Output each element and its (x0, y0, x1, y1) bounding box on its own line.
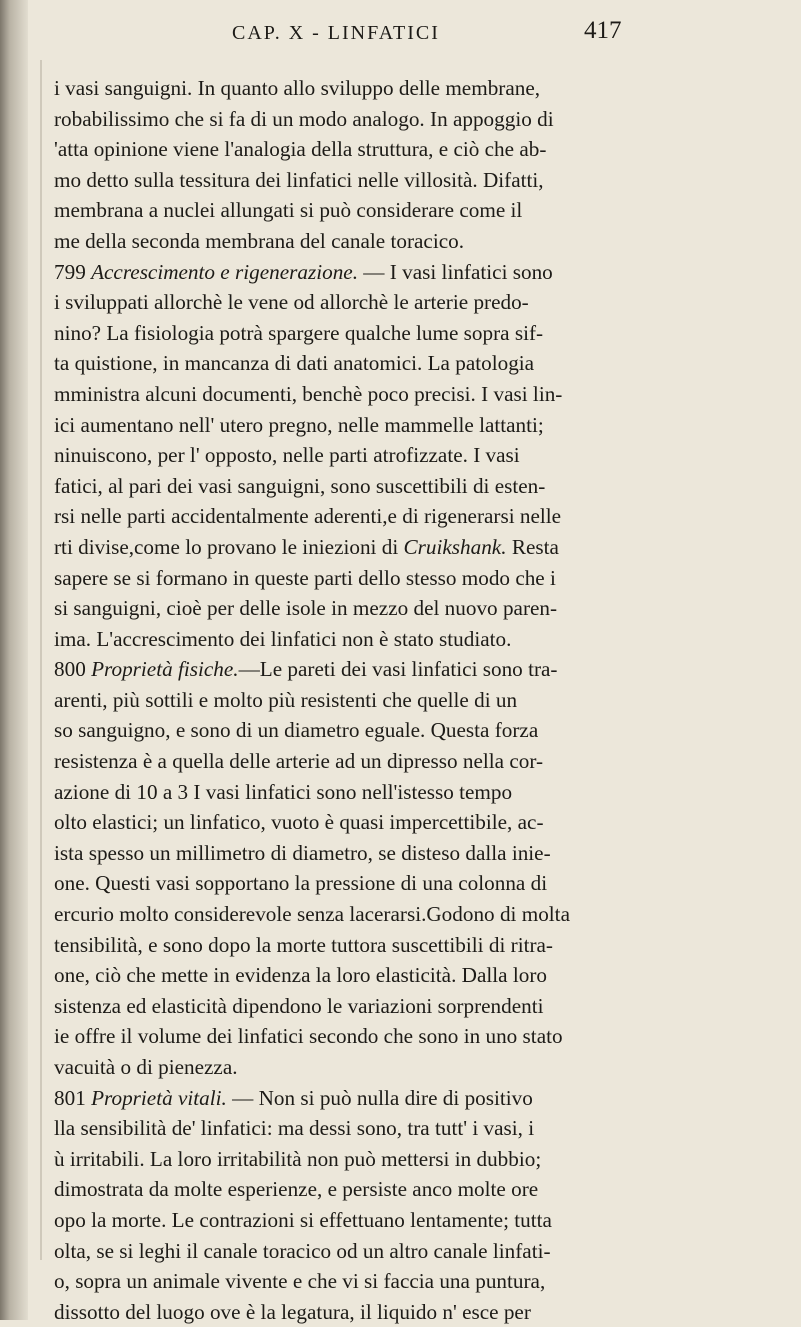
paragraph-heading-line (54, 654, 744, 685)
text-line: ta quistione, in mancanza di dati anatomici. La patologia (54, 351, 535, 376)
text-line: olta, se si leghi il canale toracico od un altro canale linfati- (54, 1238, 551, 1263)
text-run: —Le pareti dei vasi linfatici sono tra- (238, 657, 558, 682)
paragraph-798 (54, 73, 744, 257)
text-line: ie offre il volume dei linfatici secondo che sono in uno stato (54, 1024, 563, 1049)
text-line: ista spesso un millimetro di diametro, se disteso dalla inie- (54, 840, 551, 865)
section-number: 799 (54, 259, 86, 284)
paragraph-heading-line (54, 257, 744, 288)
text-line: mministra alcuni documenti, benchè poco precisi. I vasi lin- (54, 381, 563, 406)
text-line: sapere se si formano in queste parti dello stesso modo che i (54, 565, 556, 590)
text-line: one. Questi vasi sopportano la pressione di una colonna di (54, 871, 548, 896)
text-line: i vasi sanguigni. In quanto allo sviluppo delle membrane, (54, 76, 541, 100)
text-line: i sviluppati allorchè le vene od allorchè le arterie predo- (54, 290, 529, 315)
text-line: one, ciò che mette in evidenza la loro elasticità. Dalla loro (54, 963, 547, 988)
page-number: 417 (584, 17, 622, 44)
paragraph-799 (54, 257, 744, 655)
page-header (0, 12, 801, 52)
section-number: 800 (54, 657, 86, 682)
text-run: — Non si può nulla dire di positivo (226, 1085, 533, 1110)
text-line: resistenza è a quella delle arterie ad un dipresso nella cor- (54, 749, 544, 774)
running-head: CAP. X - LINFATICI (232, 22, 440, 44)
text-line: sistenza ed elasticità dipendono le variazioni sorprendenti (54, 993, 544, 1018)
text-run: Resta (506, 534, 559, 559)
text-line: 'atta opinione viene l'analogia della struttura, e ciò che ab- (54, 137, 547, 162)
body-text (54, 73, 744, 1327)
text-line: robabilissimo che si fa di un modo analogo. In appoggio di (54, 106, 554, 131)
text-line: mo detto sulla tessitura dei linfatici nelle villosità. Difatti, (54, 167, 544, 192)
text-line: so sanguigno, e sono di un diametro eguale. Questa forza (54, 718, 539, 743)
text-line: lla sensibilità de' linfatici: ma dessi sono, tra tutt' i vasi, i (54, 1116, 535, 1141)
text-line: olto elastici; un linfatico, vuoto è quasi impercettibile, ac- (54, 810, 544, 835)
text-line: dissotto del luogo ove è la legatura, il liquido n' esce per (54, 1299, 531, 1324)
text-run: — I vasi linfatici sono (358, 259, 553, 284)
text-line: si sanguigni, cioè per delle isole in mezzo del nuovo paren- (54, 596, 558, 621)
text-line: rsi nelle parti accidentalmente aderenti,e di rigenerarsi nelle (54, 504, 562, 529)
text-line: ercurio molto considerevole senza lacerarsi.Godono di molta (54, 902, 570, 927)
text-line: nino? La fisiologia potrà spargere qualche lume sopra sif- (54, 320, 544, 345)
text-line: vacuità o di pienezza. (54, 1055, 238, 1079)
text-line: opo la morte. Le contrazioni si effettuano lentamente; tutta (54, 1207, 552, 1232)
section-title: Proprietà fisiche. (91, 657, 239, 682)
section-title: Proprietà vitali. (91, 1085, 227, 1110)
text-line: arenti, più sottili e molto più resistenti che quelle di un (54, 687, 518, 712)
text-line: ici aumentano nell' utero pregno, nelle mammelle lattanti; (54, 412, 544, 437)
text-line: o, sopra un animale vivente e che vi si faccia una puntura, (54, 1269, 546, 1294)
section-number: 801 (54, 1085, 86, 1110)
text-line (54, 532, 744, 563)
text-line: me della seconda membrana del canale toracico. (54, 228, 465, 253)
text-line: tensibilità, e sono dopo la morte tuttora suscettibili di ritra- (54, 932, 553, 957)
text-line: ninuiscono, per l' opposto, nelle parti atrofizzate. I vasi (54, 443, 520, 468)
text-line: membrana a nuclei allungati si può considerare come il (54, 198, 523, 223)
author-name: Cruikshank. (403, 534, 507, 559)
page-edge (40, 60, 42, 1260)
text-line: ima. L'accrescimento dei linfatici non è stato studiato. (54, 626, 512, 651)
text-line: azione di 10 a 3 I vasi linfatici sono nell'istesso tempo (54, 779, 513, 804)
paragraph-heading-line (54, 1083, 744, 1114)
text-line: dimostrata da molte esperienze, e persiste anco molte ore (54, 1177, 539, 1202)
text-line: ù irritabili. La loro irritabilità non può mettersi in dubbio; (54, 1146, 542, 1171)
paragraph-801 (54, 1083, 744, 1327)
binding-shadow (0, 0, 28, 1320)
text-line: fatici, al pari dei vasi sanguigni, sono suscettibili di esten- (54, 473, 546, 498)
text-run: rti divise,come lo provano le iniezioni di (54, 534, 404, 559)
section-title: Accrescimento e rigenerazione. (91, 259, 358, 284)
paragraph-800 (54, 654, 744, 1082)
